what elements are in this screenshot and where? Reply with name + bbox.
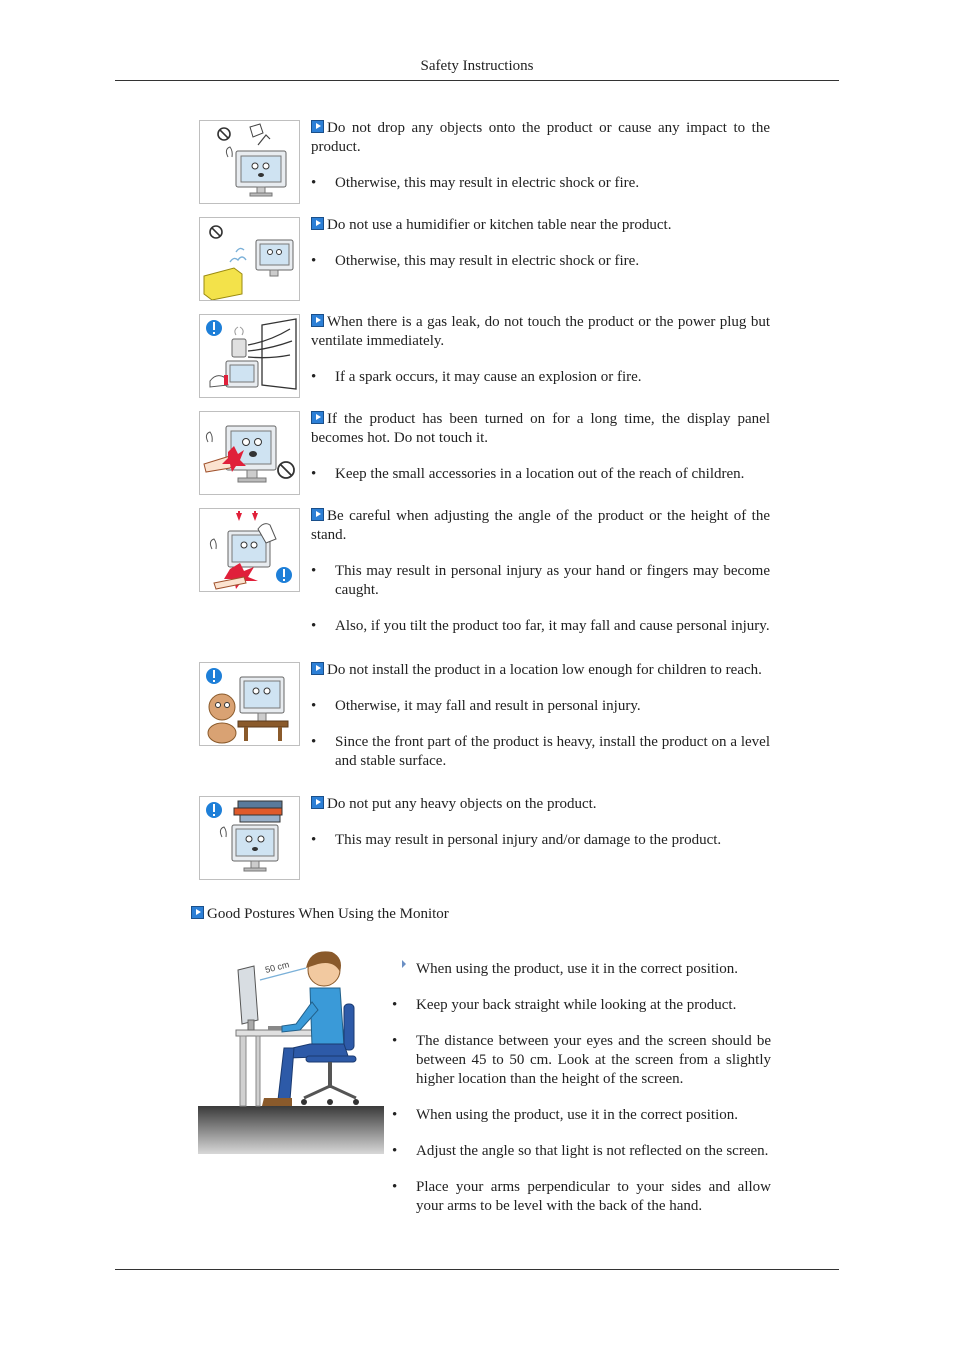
- safety-item-heading: Do not put any heavy objects on the product.: [327, 796, 597, 812]
- bullet-arrow-icon: [191, 906, 204, 919]
- safety-item-bullet: • Otherwise, this may result in electric shock or fire.: [311, 252, 770, 271]
- safety-item-bullet: • Since the front part of the product is heavy, install the product on a level and stable surface.: [311, 733, 770, 771]
- safety-item-heading: When there is a gas leak, do not touch the product or the power plug but ventilate immediately.: [311, 314, 770, 349]
- bullet-arrow-icon: [311, 662, 324, 675]
- good-posture-illustration: [198, 946, 384, 1154]
- adjust-angle-caught-fingers-icon: [199, 508, 300, 592]
- safety-item-bullet: • Keep the small accessories in a location out of the reach of children.: [311, 465, 770, 484]
- page-header-title: Safety Instructions: [420, 58, 534, 74]
- safety-item-heading: Do not drop any objects onto the product or cause any impact to the product.: [311, 120, 770, 155]
- posture-bullet: • When using the product, use it in the correct position.: [392, 1106, 771, 1125]
- postures-heading-text: Good Postures When Using the Monitor: [207, 906, 449, 922]
- safety-item-heading: Do not use a humidifier or kitchen table near the product.: [327, 217, 672, 233]
- footer-rule: [115, 1269, 839, 1270]
- postures-section-heading: [191, 906, 449, 923]
- header-rule: [115, 80, 839, 81]
- safety-item-heading: If the product has been turned on for a long time, the display panel becomes hot. Do not touch it.: [311, 411, 770, 446]
- humidifier-near-monitor-icon: [199, 217, 300, 301]
- safety-item-heading: Do not install the product in a location low enough for children to reach.: [327, 662, 762, 678]
- bullet-arrow-icon: [311, 411, 324, 424]
- posture-bullet: • Adjust the angle so that light is not reflected on the screen.: [392, 1142, 771, 1161]
- bullet-arrow-icon: [311, 120, 324, 133]
- distance-label: 50 cm: [264, 959, 291, 975]
- drop-object-on-monitor-icon: [199, 120, 300, 204]
- safety-item-bullet: • If a spark occurs, it may cause an explosion or fire.: [311, 368, 770, 387]
- safety-item-bullet: • Otherwise, this may result in electric shock or fire.: [311, 174, 770, 193]
- safety-item-bullet: • Otherwise, it may fall and result in personal injury.: [311, 697, 770, 716]
- safety-item-bullet: • This may result in personal injury as your hand or fingers may become caught.: [311, 562, 770, 600]
- bullet-arrow-icon: [311, 508, 324, 521]
- posture-bullet: • The distance between your eyes and the screen should be between 45 to 50 cm. Look at the screen from a slightly higher location than the height of the screen.: [392, 1032, 771, 1089]
- bullet-arrow-icon: [311, 796, 324, 809]
- safety-item-heading: Be careful when adjusting the angle of the product or the height of the stand.: [311, 508, 770, 543]
- safety-item-bullet: • This may result in personal injury and/or damage to the product.: [311, 831, 770, 850]
- safety-item-bullet: • Also, if you tilt the product too far, it may fall and cause personal injury.: [311, 617, 770, 636]
- postures-text: [392, 960, 771, 1216]
- postures-lead: When using the product, use it in the correct position.: [392, 960, 771, 979]
- posture-bullet: • Keep your back straight while looking at the product.: [392, 996, 771, 1015]
- heavy-objects-on-monitor-icon: [199, 796, 300, 880]
- bullet-arrow-icon: [311, 217, 324, 230]
- child-reach-monitor-icon: [199, 662, 300, 746]
- hot-display-panel-icon: [199, 411, 300, 495]
- bullet-arrow-icon: [311, 314, 324, 327]
- gas-leak-ventilate-icon: [199, 314, 300, 398]
- posture-bullet: • Place your arms perpendicular to your sides and allow your arms to be level with the back of the hand.: [392, 1178, 771, 1216]
